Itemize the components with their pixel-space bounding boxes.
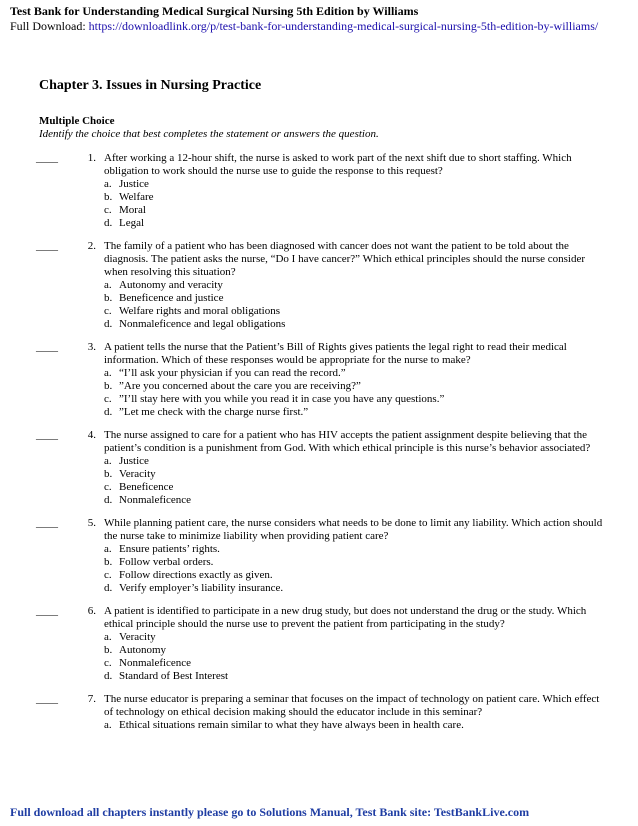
option-text: ”Let me check with the charge nurse first.” xyxy=(119,406,309,418)
answer-option xyxy=(104,543,604,556)
question-item xyxy=(36,693,604,732)
option-text: Verify employer’s liability insurance. xyxy=(119,582,284,594)
option-letter: c. xyxy=(104,569,112,581)
answer-option xyxy=(104,582,604,595)
question-text: The nurse assigned to care for a patient who has HIV accepts the patient assignment despite believing that the patient’s condition is a punishment from God. With which ethical principle is this nurse’s behavior associated? xyxy=(104,429,591,454)
option-text: Follow directions exactly as given. xyxy=(119,569,273,581)
question-text: After working a 12-hour shift, the nurse is asked to work part of the next shift due to short staffing. Which obligation to work should the nurse use to guide the response to this request? xyxy=(104,152,572,177)
answer-blank[interactable]: ____ xyxy=(36,240,58,252)
page-header xyxy=(10,4,632,34)
question-number: 6. xyxy=(87,605,96,617)
option-text: Welfare xyxy=(119,191,154,203)
option-letter: b. xyxy=(104,292,113,304)
option-letter: d. xyxy=(104,318,113,330)
option-text: Justice xyxy=(119,178,149,190)
option-letter: b. xyxy=(104,468,113,480)
answer-option xyxy=(104,455,604,468)
answer-blank[interactable]: ____ xyxy=(36,152,58,164)
option-letter: d. xyxy=(104,406,113,418)
option-letter: c. xyxy=(104,481,112,493)
question-item xyxy=(36,240,604,331)
answer-option xyxy=(104,657,604,670)
answer-blank[interactable]: ____ xyxy=(36,517,58,529)
answer-option xyxy=(104,367,604,380)
document-title: Test Bank for Understanding Medical Surgical Nursing 5th Edition by Williams xyxy=(10,4,419,18)
option-letter: c. xyxy=(104,204,112,216)
question-item xyxy=(36,605,604,683)
question-number: 7. xyxy=(87,693,96,705)
option-text: Standard of Best Interest xyxy=(119,670,229,682)
question-list xyxy=(36,152,604,742)
answer-option xyxy=(104,204,604,217)
option-letter: c. xyxy=(104,305,112,317)
question-number: 4. xyxy=(87,429,96,441)
option-text: Follow verbal orders. xyxy=(119,556,214,568)
question-item xyxy=(36,152,604,230)
option-letter: b. xyxy=(104,556,113,568)
answer-blank[interactable]: ____ xyxy=(36,341,58,353)
question-body xyxy=(96,341,604,419)
question-number: 1. xyxy=(87,152,96,164)
option-letter: d. xyxy=(104,217,113,229)
answer-option xyxy=(104,719,604,732)
question-body xyxy=(96,240,604,331)
question-item xyxy=(36,341,604,419)
option-text: ”Are you concerned about the care you are receiving?” xyxy=(119,380,361,392)
answer-option xyxy=(104,217,604,230)
answer-option xyxy=(104,481,604,494)
option-text: Justice xyxy=(119,455,149,467)
option-text: Ethical situations remain similar to what they have always been in health care. xyxy=(119,719,464,731)
answer-option xyxy=(104,292,604,305)
question-number: 2. xyxy=(87,240,96,252)
question-text: A patient tells the nurse that the Patient’s Bill of Rights gives patients the legal right to read their medical information. Which of these responses would be appropriate for the nurse to make? xyxy=(104,341,567,366)
option-letter: a. xyxy=(104,455,112,467)
question-body xyxy=(96,152,604,230)
option-text: Autonomy xyxy=(119,644,167,656)
option-text: Nonmaleficence xyxy=(119,657,192,669)
question-number: 5. xyxy=(87,517,96,529)
option-letter: a. xyxy=(104,719,112,731)
option-letter: a. xyxy=(104,543,112,555)
option-text: Veracity xyxy=(119,631,156,643)
option-text: ”I’ll stay here with you while you read it in case you have any questions.” xyxy=(119,393,445,405)
option-text: “I’ll ask your physician if you can read the record.” xyxy=(119,367,346,379)
section-title: Multiple Choice xyxy=(39,115,115,127)
option-letter: d. xyxy=(104,494,113,506)
option-letter: d. xyxy=(104,670,113,682)
answer-option xyxy=(104,406,604,419)
option-text: Beneficence and justice xyxy=(119,292,224,304)
section-instructions: Identify the choice that best completes the statement or answers the question. xyxy=(39,128,379,140)
download-link[interactable]: https://downloadlink.org/p/test-bank-for-understanding-medical-surgical-nursing-5th-edition-by-williams/ xyxy=(88,19,599,33)
answer-option xyxy=(104,556,604,569)
option-letter: a. xyxy=(104,279,112,291)
option-letter: b. xyxy=(104,380,113,392)
option-letter: c. xyxy=(104,657,112,669)
answer-blank[interactable]: ____ xyxy=(36,429,58,441)
download-label: Full Download: xyxy=(10,19,89,33)
option-text: Veracity xyxy=(119,468,156,480)
answer-option xyxy=(104,393,604,406)
option-text: Beneficence xyxy=(119,481,174,493)
option-text: Nonmaleficence xyxy=(119,494,192,506)
answer-blank[interactable]: ____ xyxy=(36,693,58,705)
option-letter: a. xyxy=(104,367,112,379)
answer-option xyxy=(104,191,604,204)
answer-option xyxy=(104,279,604,292)
question-text: A patient is identified to participate in a new drug study, but does not understand the drug or the study. Which ethical principle should the nurse use to prevent the patient from participating in the study? xyxy=(104,605,587,630)
answer-option xyxy=(104,670,604,683)
answer-option xyxy=(104,380,604,393)
footer-promo[interactable]: Full download all chapters instantly please go to Solutions Manual, Test Bank site: TestBankLive.com xyxy=(10,805,530,819)
option-letter: a. xyxy=(104,178,112,190)
option-letter: a. xyxy=(104,631,112,643)
answer-option xyxy=(104,494,604,507)
question-body xyxy=(96,517,604,595)
answer-option xyxy=(104,569,604,582)
option-letter: d. xyxy=(104,582,113,594)
question-item xyxy=(36,517,604,595)
answer-option xyxy=(104,468,604,481)
question-body xyxy=(96,605,604,683)
question-text: The family of a patient who has been diagnosed with cancer does not want the patient to be told about the diagnosis. The patient asks the nurse, “Do I have cancer?” Which ethical principles should the nurse consider when resolving this situation? xyxy=(104,240,585,278)
option-text: Welfare rights and moral obligations xyxy=(119,305,281,317)
chapter-title: Chapter 3. Issues in Nursing Practice xyxy=(39,78,262,93)
answer-blank[interactable]: ____ xyxy=(36,605,58,617)
option-letter: b. xyxy=(104,644,113,656)
option-text: Moral xyxy=(119,204,146,216)
question-number: 3. xyxy=(87,341,96,353)
option-letter: b. xyxy=(104,191,113,203)
question-body xyxy=(96,693,604,732)
answer-option xyxy=(104,631,604,644)
question-text: While planning patient care, the nurse considers what needs to be done to limit any liability. Which action should the nurse take to minimize liability when providing patient care? xyxy=(104,517,603,542)
option-text: Legal xyxy=(119,217,145,229)
question-body xyxy=(96,429,604,507)
answer-option xyxy=(104,318,604,331)
option-text: Autonomy and veracity xyxy=(119,279,223,291)
answer-option xyxy=(104,178,604,191)
answer-option xyxy=(104,644,604,657)
question-item xyxy=(36,429,604,507)
option-text: Ensure patients’ rights. xyxy=(119,543,220,555)
option-letter: c. xyxy=(104,393,112,405)
download-line xyxy=(10,19,632,34)
question-text: The nurse educator is preparing a seminar that focuses on the impact of technology on patient care. Which effect of technology on ethical decision making should the educator include in this seminar? xyxy=(104,693,600,718)
option-text: Nonmaleficence and legal obligations xyxy=(119,318,286,330)
answer-option xyxy=(104,305,604,318)
